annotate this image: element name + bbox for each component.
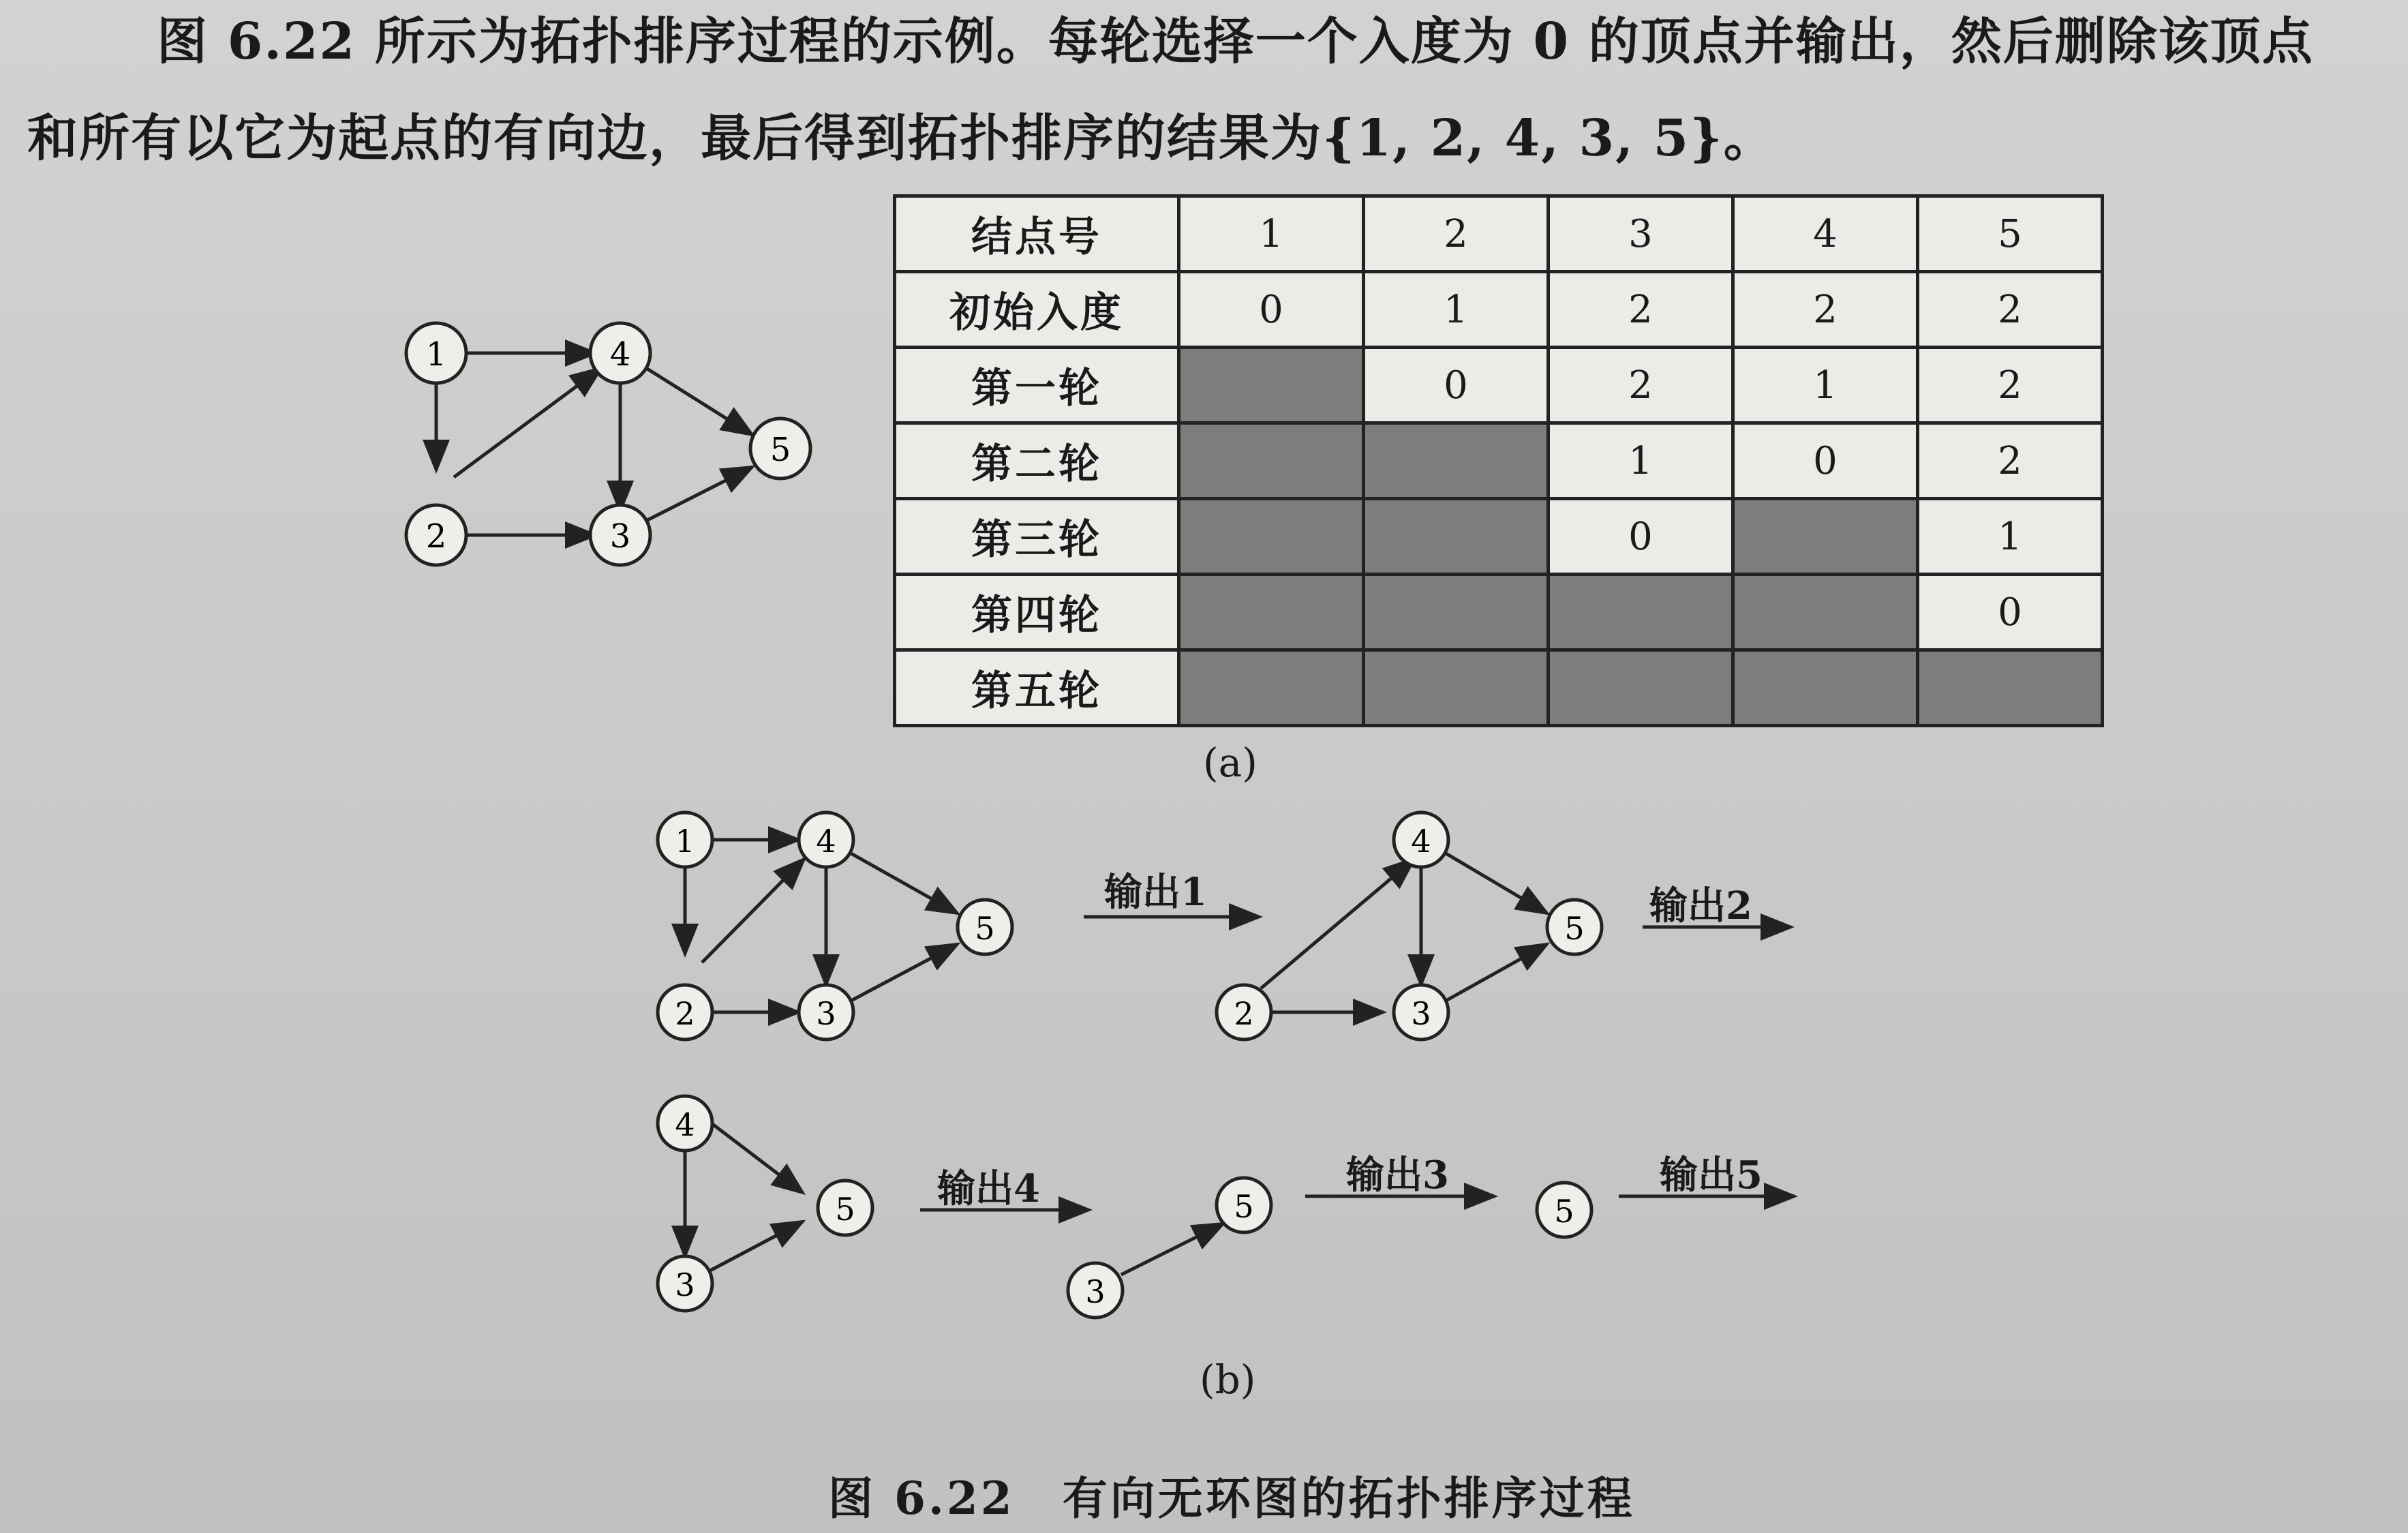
table-cell: 1: [1364, 272, 1549, 348]
step-arrow-4: [1305, 1186, 1503, 1206]
table-cell: 0: [1179, 272, 1364, 348]
node-4: [1394, 813, 1448, 867]
shaded-cell: [1733, 575, 1918, 650]
svg-text:5: 5: [1564, 910, 1585, 947]
graph-b-step3: [647, 1091, 906, 1322]
svg-text:3: 3: [675, 1266, 695, 1303]
node-5: [1217, 1178, 1271, 1232]
node-4: [658, 1096, 712, 1151]
svg-text:5: 5: [1234, 1188, 1254, 1225]
shaded-cell: [1733, 499, 1918, 575]
edge-4-5: [709, 1121, 803, 1193]
edge-4-5: [849, 852, 958, 913]
figure-number: 图 6.22: [828, 1472, 1015, 1525]
indegree-table: [893, 194, 2104, 727]
node-2: [406, 505, 466, 565]
step-label-output-3: 输出3: [1346, 1153, 1449, 1198]
svg-text:5: 5: [1554, 1193, 1574, 1230]
step-arrow-2: [1643, 917, 1799, 937]
svg-text:4: 4: [1411, 823, 1431, 860]
shaded-cell: [1179, 575, 1364, 650]
graph-a: [395, 300, 859, 586]
svg-text:4: 4: [816, 823, 836, 860]
paragraph-line-2: 和所有以它为起点的有向边，最后得到拓扑排序的结果为{1, 2, 4, 3, 5}。: [27, 109, 1775, 168]
row-label: 第三轮: [895, 499, 1179, 575]
header-cell: 3: [1549, 196, 1733, 272]
table-header-row: [895, 196, 2103, 272]
svg-text:1: 1: [425, 335, 447, 374]
step-label-output-5: 输出5: [1660, 1153, 1763, 1198]
edge-3-5: [1121, 1224, 1223, 1275]
row-label: 第一轮: [895, 348, 1179, 423]
table-cell: 1: [1918, 499, 2103, 575]
shaded-cell: [1733, 650, 1918, 726]
row-label: 第五轮: [895, 650, 1179, 726]
svg-text:3: 3: [1085, 1273, 1106, 1310]
edge-4-5: [1444, 852, 1547, 913]
shaded-cell: [1364, 499, 1549, 575]
node-3: [1068, 1263, 1123, 1318]
step-label-output-1: 输出1: [1104, 870, 1207, 915]
svg-text:4: 4: [675, 1106, 695, 1143]
svg-text:5: 5: [769, 431, 791, 469]
table-cell: 2: [1918, 423, 2103, 499]
shaded-cell: [1179, 499, 1364, 575]
svg-text:1: 1: [675, 823, 695, 860]
table-cell: 1: [1549, 423, 1733, 499]
edge-3-5: [849, 944, 958, 1002]
table-row: [895, 575, 2103, 650]
shaded-cell: [1179, 423, 1364, 499]
caption-b: (b): [1200, 1356, 1256, 1403]
graph-b-step2: [1206, 804, 1615, 1063]
shaded-cell: [1179, 348, 1364, 423]
node-3: [799, 985, 853, 1039]
row-label: 第四轮: [895, 575, 1179, 650]
node-5: [958, 900, 1012, 954]
node-3: [658, 1256, 712, 1311]
table-cell: 1: [1733, 348, 1918, 423]
header-cell: 2: [1364, 196, 1549, 272]
shaded-cell: [1549, 650, 1733, 726]
node-4: [590, 323, 650, 383]
figure-title: 有向无环图的拓扑排序过程: [1062, 1472, 1635, 1525]
node-3: [1394, 985, 1448, 1039]
table-cell: 2: [1918, 348, 2103, 423]
table-cell: 2: [1918, 272, 2103, 348]
paragraph-line-1: 图 6.22 所示为拓扑排序过程的示例。每轮选择一个入度为 0 的顶点并输出，然后删除该顶点: [157, 12, 2314, 71]
graph-b-step5: [1527, 1172, 1602, 1247]
edge-3-5: [1444, 944, 1547, 1002]
node-3: [590, 505, 650, 565]
node-5: [1537, 1183, 1591, 1237]
header-cell: 4: [1733, 196, 1918, 272]
graph-b-step4: [1060, 1159, 1292, 1336]
shaded-cell: [1918, 650, 2103, 726]
row-label: 第二轮: [895, 423, 1179, 499]
node-5: [818, 1181, 872, 1235]
table-row: [895, 272, 2103, 348]
step-arrow-5: [1619, 1186, 1803, 1206]
header-cell: 1: [1179, 196, 1364, 272]
node-5: [1547, 900, 1602, 954]
table-cell: 2: [1549, 272, 1733, 348]
svg-text:2: 2: [675, 995, 695, 1032]
svg-text:3: 3: [1411, 995, 1431, 1032]
shaded-cell: [1179, 650, 1364, 726]
edge-2-4: [702, 859, 804, 962]
edge-2-4: [1261, 859, 1414, 988]
node-2: [658, 985, 712, 1039]
table-cell: 2: [1733, 272, 1918, 348]
svg-text:3: 3: [816, 995, 836, 1032]
svg-text:2: 2: [1234, 995, 1254, 1032]
table-cell: 0: [1549, 499, 1733, 575]
table-cell: 0: [1733, 423, 1918, 499]
edge-4-5: [641, 365, 752, 435]
step-label-output-4: 输出4: [937, 1166, 1040, 1211]
node-2: [1217, 985, 1271, 1039]
table-row: [895, 650, 2103, 726]
shaded-cell: [1549, 575, 1733, 650]
row-label: 初始入度: [895, 272, 1179, 348]
edge-3-5: [641, 467, 752, 523]
node-4: [799, 813, 853, 867]
table-row: [895, 423, 2103, 499]
header-cell: 结点号: [895, 196, 1179, 272]
table-row: [895, 348, 2103, 423]
svg-text:5: 5: [835, 1191, 855, 1228]
table-row: [895, 499, 2103, 575]
edge-3-5: [709, 1221, 803, 1271]
shaded-cell: [1364, 423, 1549, 499]
edge-2-4: [454, 368, 601, 477]
node-1: [406, 323, 466, 383]
svg-text:5: 5: [975, 910, 995, 947]
svg-text:2: 2: [425, 517, 447, 556]
node-1: [658, 813, 712, 867]
caption-a: (a): [1203, 740, 1258, 786]
table-cell: 2: [1549, 348, 1733, 423]
graph-b-step1: [647, 804, 1070, 1063]
step-label-output-2: 输出2: [1649, 883, 1752, 928]
shaded-cell: [1364, 650, 1549, 726]
header-cell: 5: [1918, 196, 2103, 272]
table-cell: 0: [1364, 348, 1549, 423]
table-cell: 0: [1918, 575, 2103, 650]
node-5: [750, 419, 810, 479]
figure-caption: [828, 1462, 1683, 1527]
svg-text:3: 3: [609, 517, 631, 556]
intro-paragraph: [27, 0, 2372, 187]
svg-text:4: 4: [609, 335, 631, 374]
shaded-cell: [1364, 575, 1549, 650]
